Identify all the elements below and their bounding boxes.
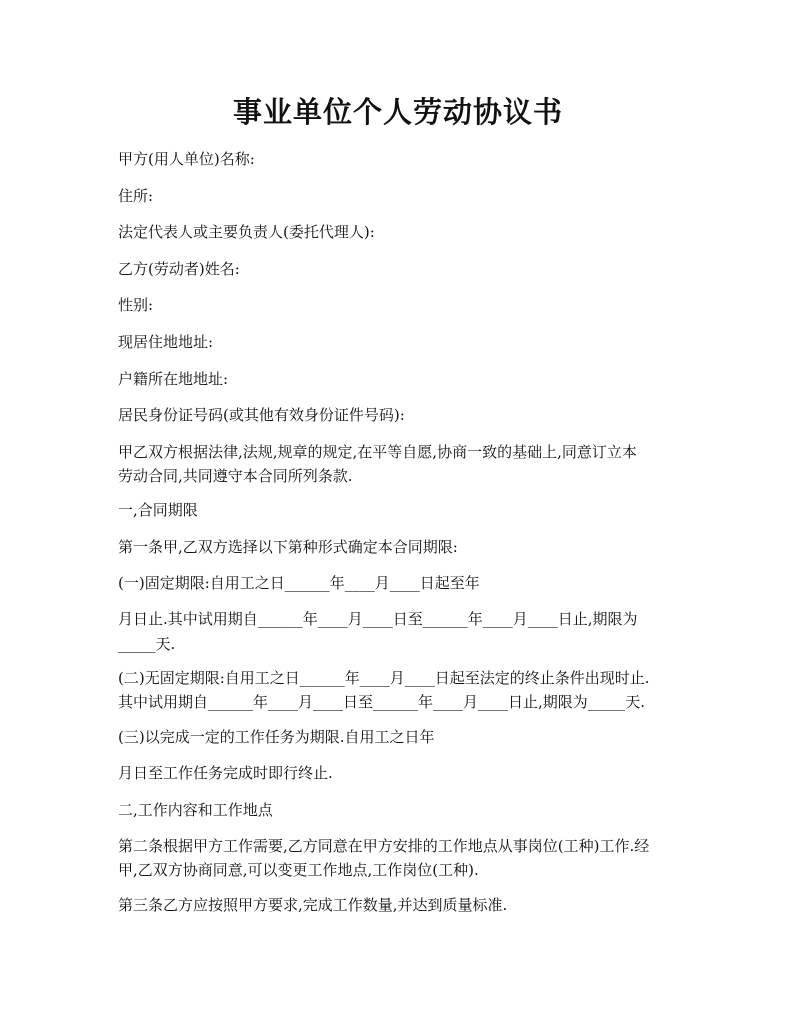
section-2-heading: 二,工作内容和工作地点: [118, 801, 273, 819]
article-2-line-2: 甲,乙双方协商同意,可以变更工作地点,工作岗位(工种).: [118, 861, 479, 879]
party-a-address-line: 住所:: [118, 187, 154, 205]
document-title: 事业单位个人劳动协议书: [232, 95, 563, 129]
id-number-line: 居民身份证号码(或其他有效身份证件号码):: [118, 406, 405, 424]
open-term-line-1: (二)无固定期限:自用工之日______年____月____日起至法定的终止条件出现时止.: [118, 669, 650, 687]
party-a-name-line: 甲方(用人单位)名称:: [118, 150, 255, 168]
gender-line: 性别:: [118, 296, 154, 314]
fixed-term-probation-line-2: _____天.: [118, 635, 176, 653]
article-3-line: 第三条乙方应按照甲方要求,完成工作数量,并达到质量标准.: [118, 896, 508, 914]
section-1-heading: 一,合同期限: [118, 501, 198, 519]
legal-representative-line: 法定代表人或主要负责人(委托代理人):: [118, 223, 375, 241]
article-1-line: 第一条甲,乙双方选择以下第种形式确定本合同期限:: [118, 538, 458, 556]
open-term-line-2: 其中试用期自______年____月____日至______年____月____日止,期限为_____天.: [118, 693, 646, 711]
preamble-line-2: 劳动合同,共同遵守本合同所列条款.: [118, 467, 353, 485]
fixed-term-line: (一)固定期限:自用工之日______年____月____日起至年: [118, 574, 480, 592]
household-address-line: 户籍所在地地址:: [118, 370, 229, 388]
party-b-name-line: 乙方(劳动者)姓名:: [118, 260, 240, 278]
article-2-line-1: 第二条根据甲方工作需要,乙方同意在甲方安排的工作地点从事岗位(工种)工作.经: [118, 837, 650, 855]
current-address-line: 现居住地地址:: [118, 333, 214, 351]
fixed-term-probation-line-1: 月日止.其中试用期自______年____月____日至______年____月____日止,期限为: [118, 610, 638, 628]
preamble-line-1: 甲乙双方根据法律,法规,规章的规定,在平等自愿,协商一致的基础上,同意订立本: [118, 443, 637, 461]
task-term-line: (三)以完成一定的工作任务为期限.自用工之日年: [118, 728, 435, 746]
task-term-end-line: 月日至工作任务完成时即行终止.: [118, 764, 333, 782]
